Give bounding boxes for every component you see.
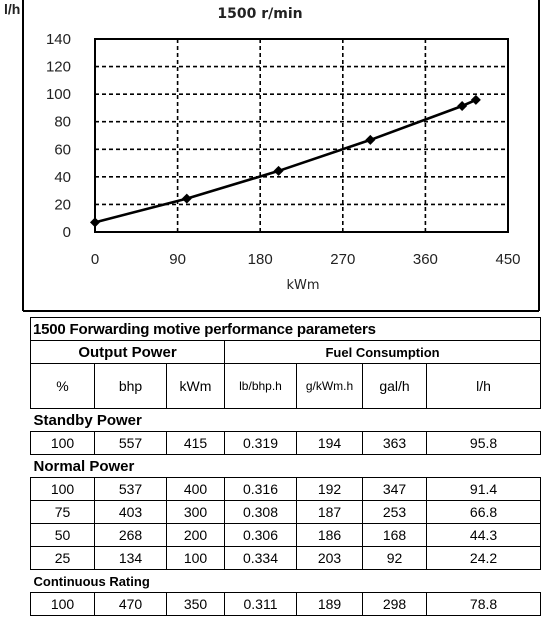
fuel-consumption-chart — [0, 0, 560, 312]
chart-svg — [0, 0, 560, 312]
table-cell: 400 — [167, 478, 225, 501]
section-label: Continuous Rating — [31, 570, 541, 593]
table-cell: 168 — [363, 524, 427, 547]
table-cell: 134 — [95, 547, 167, 570]
chart-title: 1500 r/min — [217, 6, 303, 22]
table-cell: 0.319 — [225, 432, 297, 455]
y-tick-label: 140 — [45, 31, 71, 48]
y-tick-label: 40 — [54, 168, 71, 186]
y-tick-label: 0 — [62, 224, 71, 241]
table-cell: 470 — [95, 593, 167, 616]
x-tick-label: 180 — [247, 251, 273, 268]
section-row — [31, 409, 541, 432]
table-cell: 253 — [363, 501, 427, 524]
table-row — [31, 501, 541, 524]
table-title: 1500 Forwarding motive performance parameters — [31, 318, 541, 341]
table-cell: 363 — [363, 432, 427, 455]
y-axis-label: l/h — [4, 1, 21, 17]
table-cell: 557 — [95, 432, 167, 455]
table-cell: 403 — [95, 501, 167, 524]
table-cell: 189 — [297, 593, 363, 616]
table-cell: 91.4 — [427, 478, 541, 501]
table-cell: 100 — [31, 478, 95, 501]
table-cell: 92 — [363, 547, 427, 570]
unit-header-cell: lb/bhp.h — [225, 364, 297, 409]
table-cell: 24.2 — [427, 547, 541, 570]
data-point — [471, 95, 481, 105]
y-tick-label: 100 — [45, 86, 71, 104]
table-cell: 100 — [31, 432, 95, 455]
table-row — [31, 432, 541, 455]
table-cell: 192 — [297, 478, 363, 501]
unit-row — [31, 364, 541, 409]
section-label: Normal Power — [31, 455, 541, 478]
y-tick-label: 60 — [54, 141, 71, 159]
table-cell: 537 — [95, 478, 167, 501]
table-cell: 44.3 — [427, 524, 541, 547]
table-cell: 415 — [167, 432, 225, 455]
table-cell: 187 — [297, 501, 363, 524]
y-tick-label: 20 — [54, 196, 71, 214]
x-axis-label: kWm — [286, 278, 320, 293]
table-cell: 50 — [31, 524, 95, 547]
table-cell: 347 — [363, 478, 427, 501]
table-cell: 298 — [363, 593, 427, 616]
table-cell: 100 — [167, 547, 225, 570]
unit-header-cell: g/kWm.h — [297, 364, 363, 409]
table-cell: 0.316 — [225, 478, 297, 501]
plot-area-border — [95, 39, 508, 232]
y-tick-label: 120 — [45, 58, 71, 76]
unit-header-cell: bhp — [95, 364, 167, 409]
table-cell: 0.306 — [225, 524, 297, 547]
data-point — [365, 135, 375, 145]
table-cell: 350 — [167, 593, 225, 616]
x-tick-label: 270 — [330, 251, 356, 268]
section-row — [31, 455, 541, 478]
table-row — [31, 593, 541, 616]
unit-header-cell: kWm — [167, 364, 225, 409]
table-cell: 268 — [95, 524, 167, 547]
table-cell: 100 — [31, 593, 95, 616]
data-point — [90, 217, 100, 227]
table-row — [31, 547, 541, 570]
table-cell: 0.334 — [225, 547, 297, 570]
x-tick-label: 450 — [495, 251, 521, 268]
unit-header-cell: l/h — [427, 364, 541, 409]
table-cell: 25 — [31, 547, 95, 570]
data-point — [457, 101, 467, 111]
table-row — [31, 478, 541, 501]
output-power-header: Output Power — [31, 341, 225, 364]
data-point — [274, 166, 284, 176]
table-cell: 0.311 — [225, 593, 297, 616]
table-cell: 95.8 — [427, 432, 541, 455]
table-cell: 75 — [31, 501, 95, 524]
x-tick-label: 360 — [412, 251, 438, 268]
y-tick-label: 80 — [54, 113, 71, 131]
x-tick-label: 0 — [90, 251, 100, 268]
table-cell: 186 — [297, 524, 363, 547]
section-row — [31, 570, 541, 593]
table-cell: 0.308 — [225, 501, 297, 524]
x-tick-label: 90 — [169, 251, 186, 268]
table-cell: 78.8 — [427, 593, 541, 616]
fuel-consumption-header: Fuel Consumption — [225, 341, 541, 364]
unit-header-cell: gal/h — [363, 364, 427, 409]
unit-header-cell: % — [31, 364, 95, 409]
table-cell: 203 — [297, 547, 363, 570]
data-point — [182, 194, 192, 204]
table-cell: 194 — [297, 432, 363, 455]
table-cell: 300 — [167, 501, 225, 524]
section-label: Standby Power — [31, 409, 541, 432]
performance-table — [30, 317, 541, 616]
table-cell: 200 — [167, 524, 225, 547]
table-row — [31, 524, 541, 547]
table-cell: 66.8 — [427, 501, 541, 524]
